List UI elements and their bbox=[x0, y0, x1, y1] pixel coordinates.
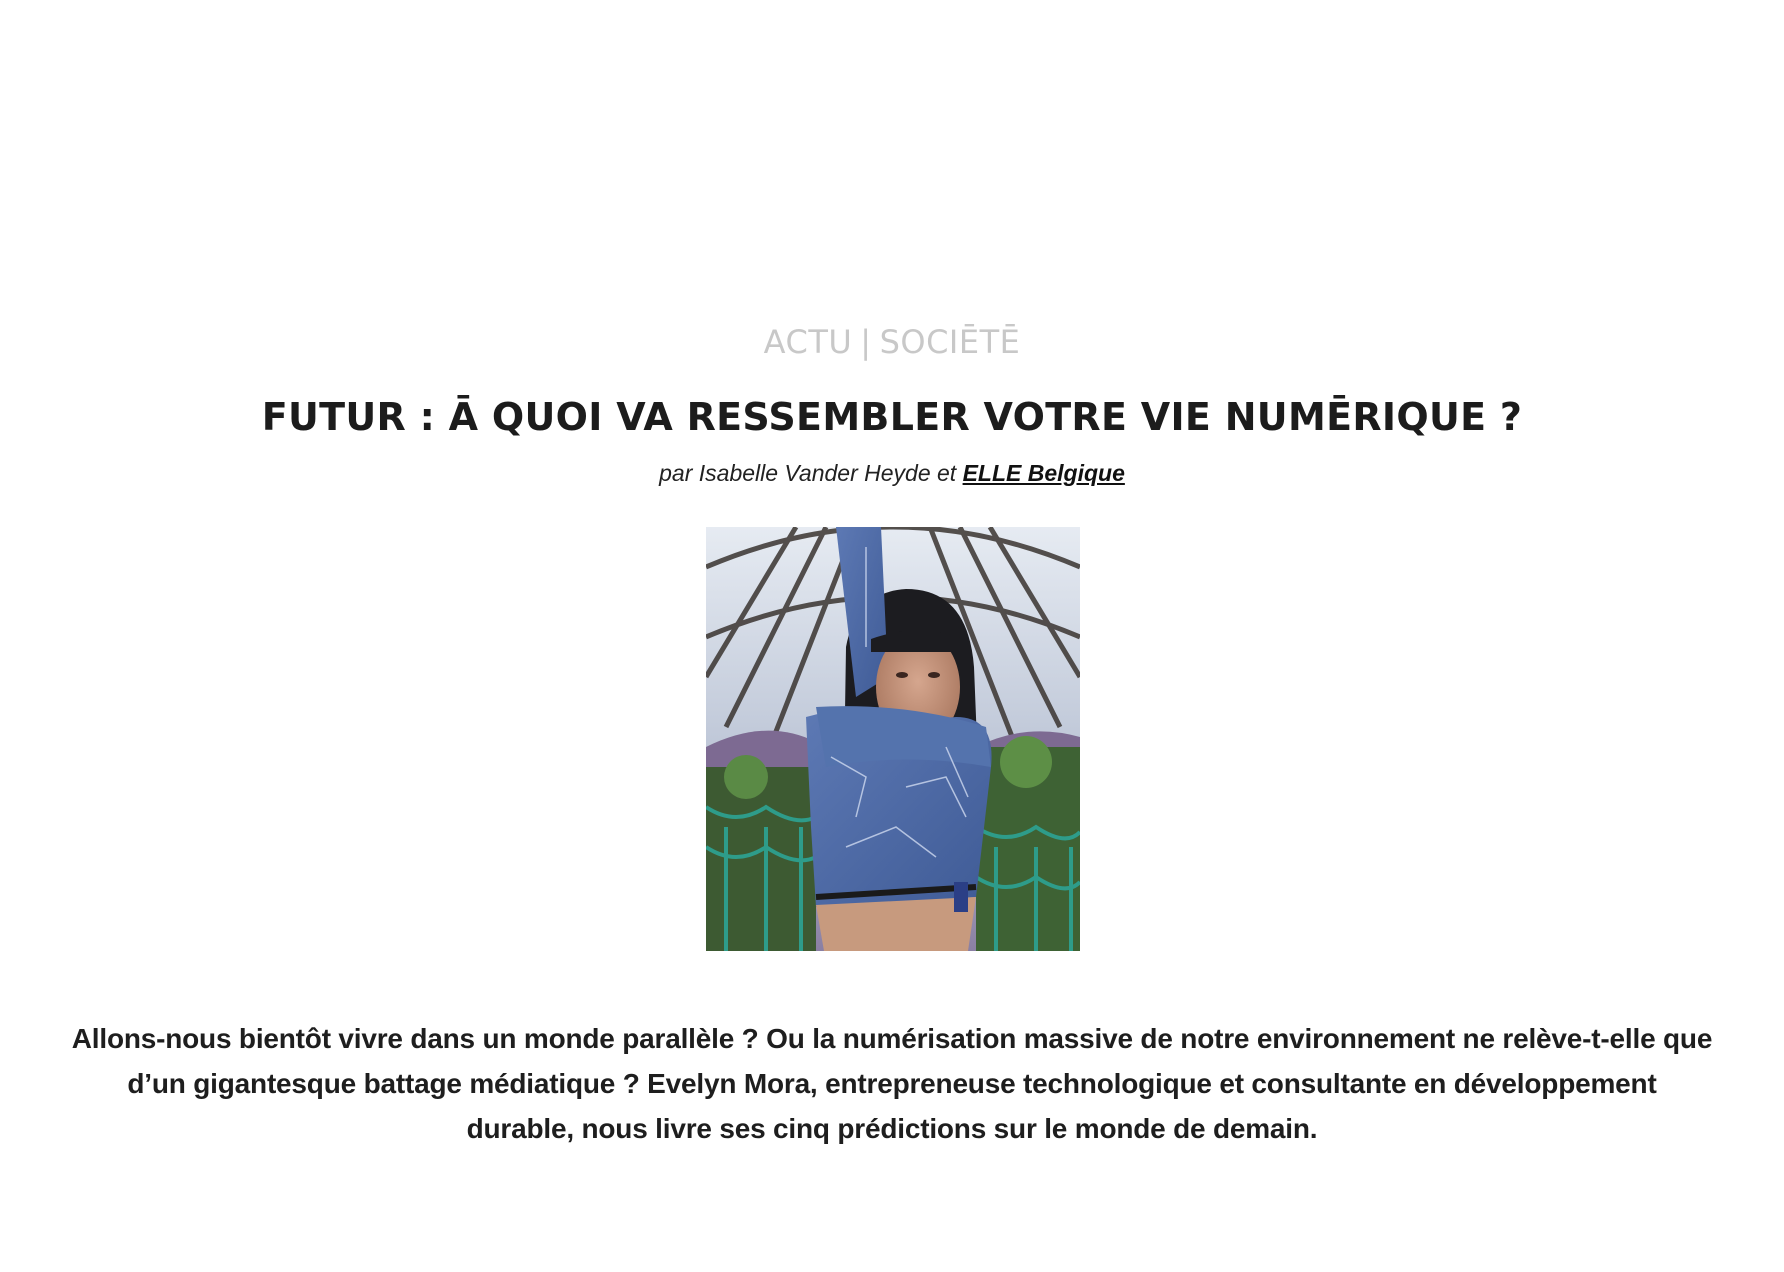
article-category bbox=[0, 322, 1784, 362]
article-lead: Allons-nous bientôt vivre dans un monde parallèle ? Ou la numérisation massive de notre environnement ne relève-t-elle que d’un gigantesque battage médiatique ? Evelyn Mora, entrepreneuse technologique et consultante en développement durable, nous livre ses cinq prédictions sur le monde de demain. bbox=[71, 1023, 1713, 1144]
hero-image bbox=[706, 527, 1080, 951]
category-section[interactable]: ACTU bbox=[763, 323, 853, 361]
category-subsection[interactable]: SOCIĒTĒ bbox=[879, 323, 1021, 361]
category-separator: | bbox=[860, 323, 872, 361]
article-byline bbox=[0, 458, 1784, 488]
byline-authors: par Isabelle Vander Heyde et bbox=[659, 460, 957, 486]
byline-outlet-link[interactable]: ELLE Belgique bbox=[962, 460, 1125, 486]
hero-illustration bbox=[706, 527, 1080, 951]
article-title: FUTUR : Ā QUOI VA RESSEMBLER VOTRE VIE NUMĒRIQUE ? bbox=[261, 395, 1523, 439]
